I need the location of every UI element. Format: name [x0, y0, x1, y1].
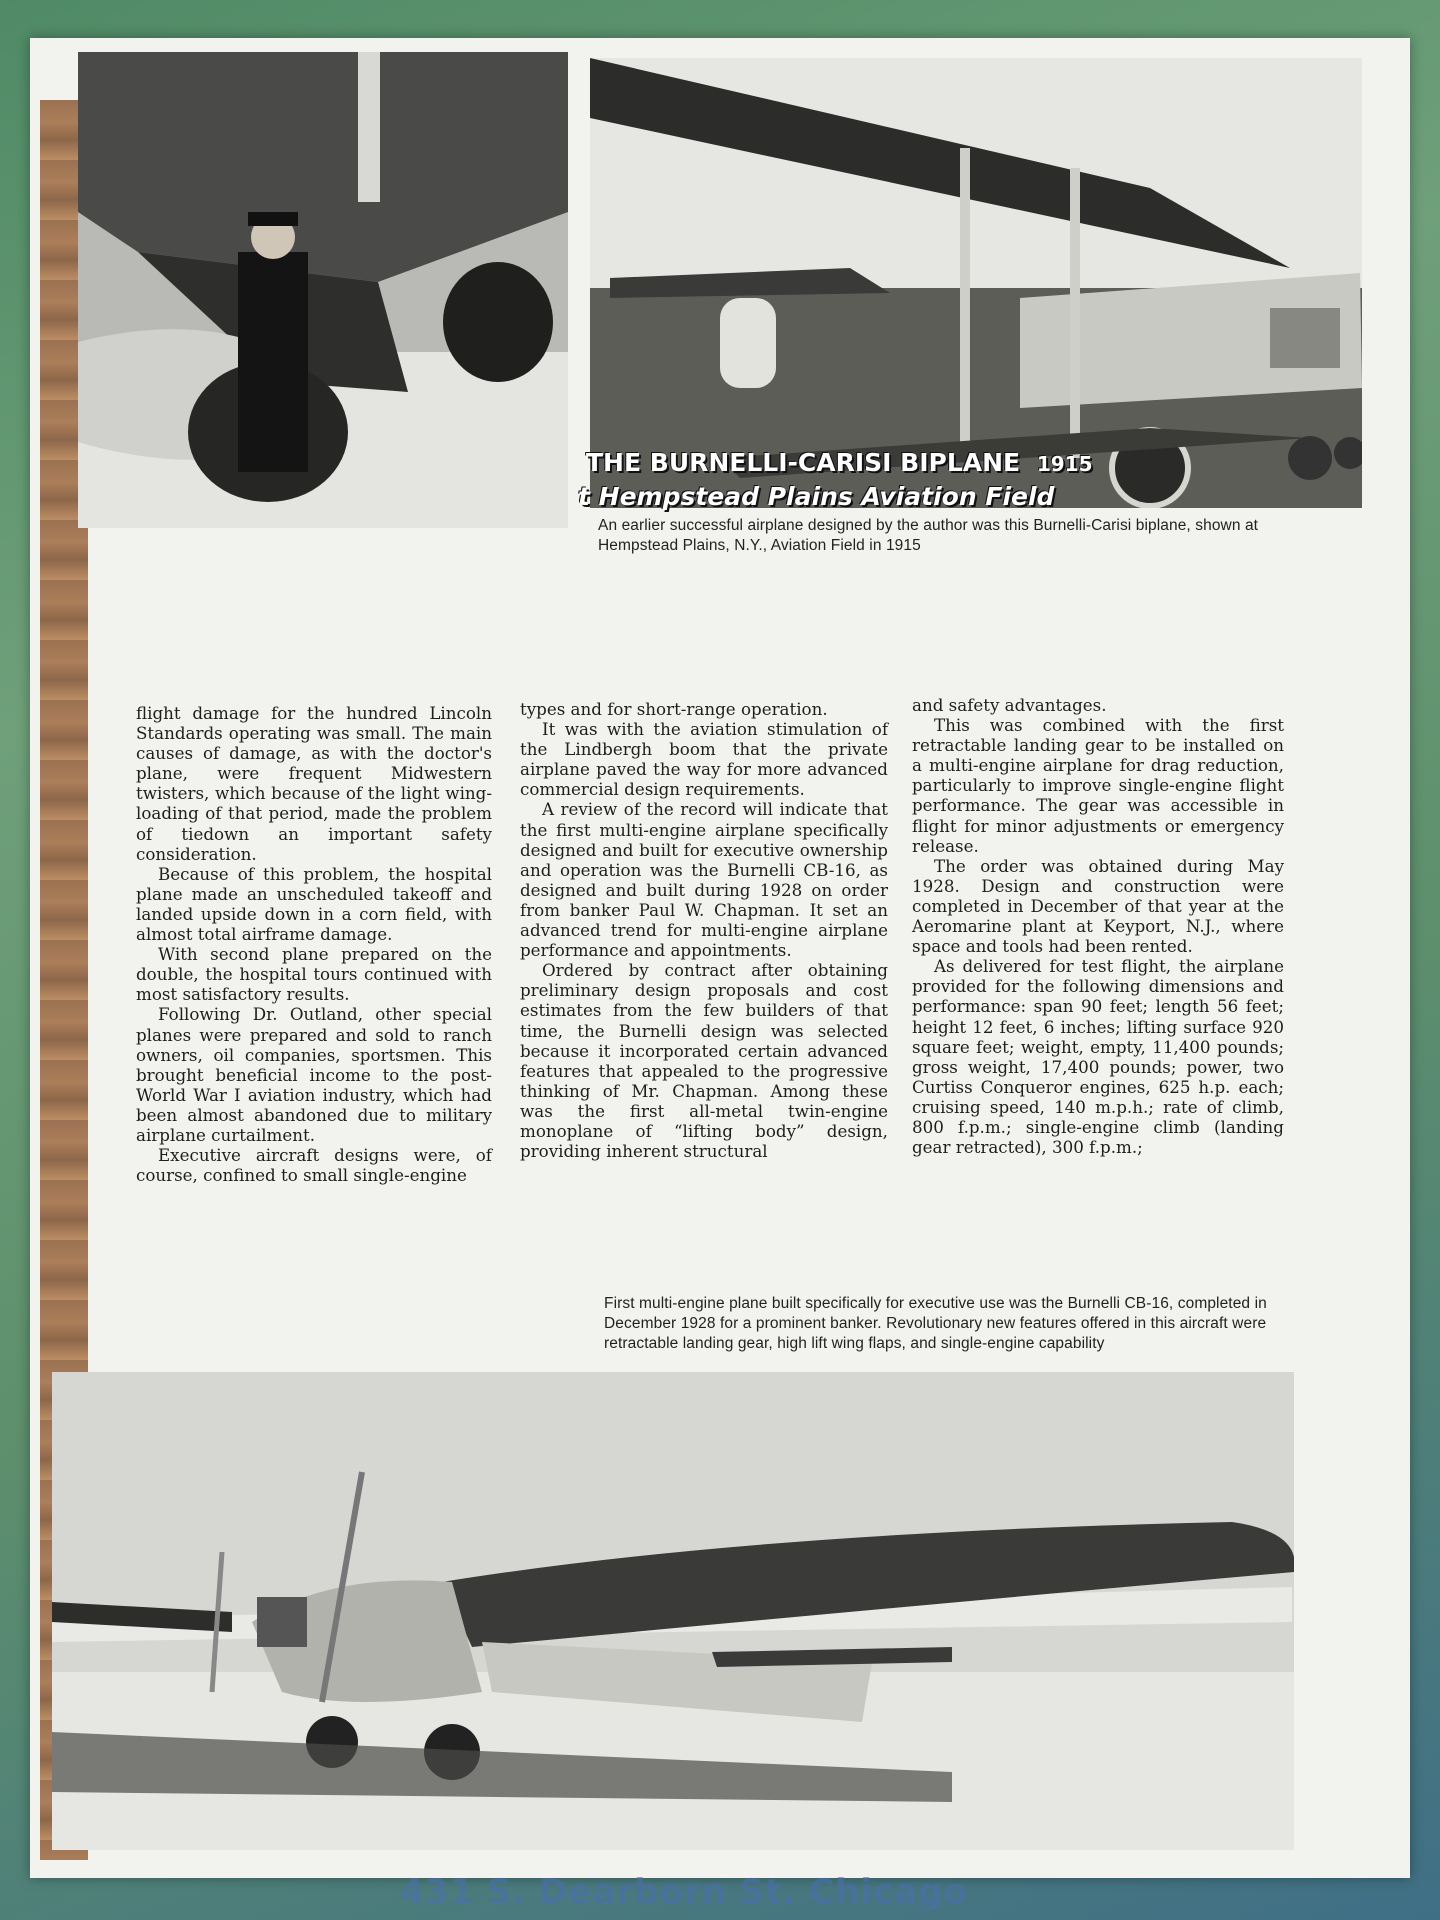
paragraph: A review of the record will indicate that the first multi-engine airplane specifically designed and built for executive ownership and operation was the Burnelli CB-16, as designed and built during 1928 on order from banker Paul W. Chapman. It set an advanced trend for multi-engine airplane performance and appointments.	[520, 799, 888, 961]
photo-burnelli-cb16	[52, 1372, 1294, 1850]
paragraph: and safety advantages.	[912, 695, 1107, 715]
paragraph: Following Dr. Outland, other special planes were prepared and sold to ranch owners, oil companies, sportsmen. This brought beneficial income to the post-World War I aviation industry, which had been almost abandoned due to military airplane curtailment.	[136, 1004, 492, 1145]
paragraph: Because of this problem, the hospital plane made an unscheduled takeoff and landed upside down in a corn field, with almost total airframe damage.	[136, 863, 492, 945]
paragraph: The order was obtained during May 1928. Design and construction were completed in December of that year at the Aeromarine plant at Keyport, N.J., where space and tools had been rented.	[912, 855, 1284, 957]
photo-man-with-aircraft	[78, 52, 568, 528]
photo-burnelli-carisi-biplane	[590, 58, 1362, 508]
overlay-line-2: t Hempstead Plains Aviation Field	[578, 482, 1055, 511]
paragraph: Executive aircraft designs were, of course, confined to small single-engine	[136, 1145, 492, 1186]
overlay-year: 1915	[1036, 452, 1093, 476]
biplane-caption: An earlier successful airplane designed by the author was this Burnelli-Carisi biplane, shown at Hempstead Plains, N.Y., Aviation Field in 1915	[598, 517, 1259, 554]
biplane-photo-overlay-title	[586, 448, 1093, 477]
biplane-photo-overlay-subtitle	[578, 482, 1054, 511]
footer-address-stamp: 431 S. Dearborn St. Chicago	[400, 1872, 968, 1912]
paragraph: Ordered by contract after obtaining preliminary design proposals and cost estimates from the few builders of that time, the Burnelli design was selected because it incorporated certain advanced features that appealed to the progressive thinking of Mr. Chapman. Among these was the first all-metal twin-engine monoplane of “lifting body” design, providing inherent structural	[520, 960, 888, 1162]
overlay-line-1: THE BURNELLI-CARISI BIPLANE	[586, 448, 1021, 477]
paragraph: flight damage for the hundred Lincoln Standards operating was small. The main causes of damage, as with the doctor's plane, were frequent Midwestern twisters, which because of the light wing-loading of that period, made the problem of tiedown an important safety consideration.	[136, 703, 492, 864]
paragraph: It was with the aviation stimulation of the Lindbergh boom that the private airplane paved the way for more advanced commercial design requirements.	[520, 719, 888, 800]
paragraph: As delivered for test flight, the airplane provided for the following dimensions and performance: span 90 feet; length 56 feet; height 12 feet, 6 inches; lifting surface 920 square feet; weight, empty, 11,400 pounds; gross weight, 17,400 pounds; power, two Curtiss Conqueror engines, 625 h.p. each; cruising speed, 140 m.p.h.; rate of climb, 800 f.p.m.; single-engine climb (landing gear retracted), 300 f.p.m.;	[912, 956, 1284, 1158]
cb16-caption: First multi-engine plane built specifically for executive use was the Burnelli CB-16, completed in December 1928 for a prominent banker. Revolutionary new features offered in this aircraft were retractable landing gear, high lift wing flaps, and single-engine capability	[604, 1295, 1267, 1352]
paragraph: With second plane prepared on the double, the hospital tours continued with most satisfactory results.	[136, 944, 492, 1005]
paragraph: This was combined with the first retractable landing gear to be installed on a multi-engine airplane for drag reduction, particularly to improve single-engine flight performance. The gear was accessible in flight for minor adjustments or emergency release.	[912, 715, 1284, 856]
text-column-2	[520, 699, 888, 1161]
text-column-3	[912, 695, 1284, 1157]
paragraph: types and for short-range operation.	[520, 699, 828, 719]
text-column-1	[136, 703, 492, 1185]
